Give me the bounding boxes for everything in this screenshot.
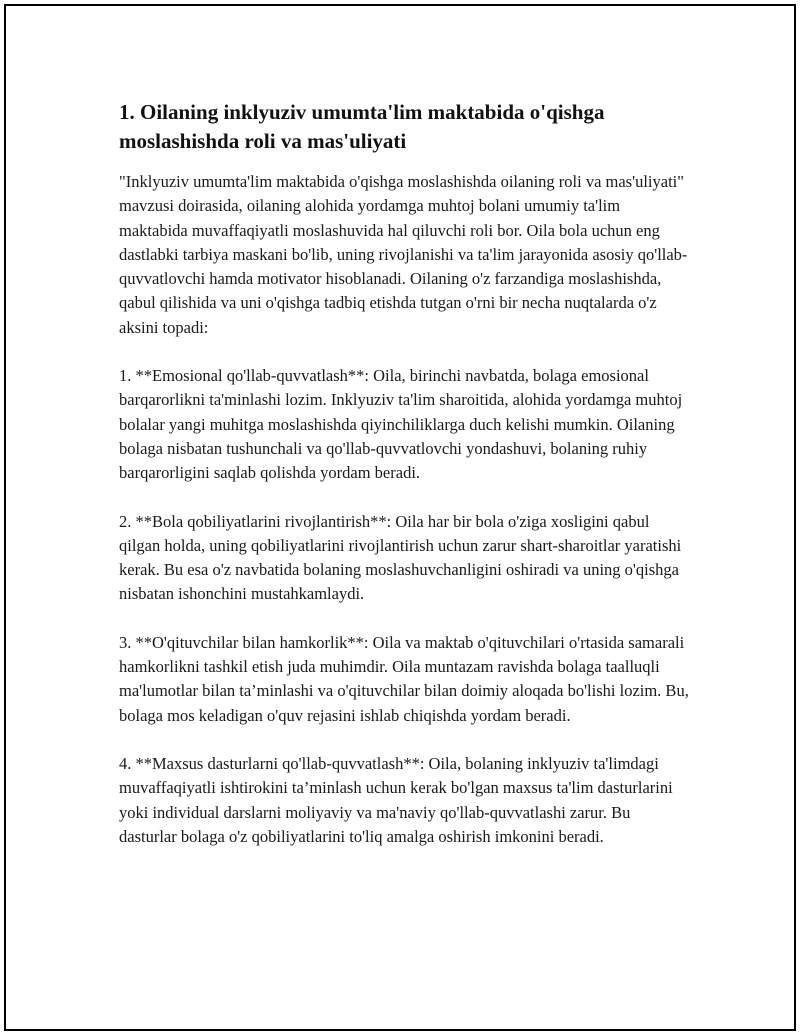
list-item-special-programs: 4. **Maxsus dasturlarni qo'llab-quvvatlash**: Oila, bolaning inklyuziv ta'limdagi muvaffaqiyatli ishtirokini ta’minlash uchun kerak bo'lgan maxsus ta'lim dasturlarini yoki individual darslarni moliyaviy va ma'naviy qo'llab-quvvatlashi zarur. Bu dasturlar bolaga o'z qobiliyatlarini to'liq amalga oshirish imkonini beradi.: [119, 753, 673, 846]
page-frame: [4, 4, 796, 1031]
list-item-teacher-cooperation: 3. **O'qituvchilar bilan hamkorlik**: Oila va maktab o'qituvchilari o'rtasida samarali hamkorlikni tashkil etish juda muhimdir. Oila muntazam ravishda bolaga taalluqli ma'lumotlar bilan ta’minlashi va o'qituvchilar bilan doimiy aloqada bo'lishi lozim. Bu, bolaga mos keladigan o'quv rejasini ishlab chiqishda yordam beradi.: [119, 632, 689, 725]
list-item-ability-development: 2. **Bola qobiliyatlarini rivojlantirish**: Oila har bir bola o'ziga xosligini qabul qilgan holda, uning qobiliyatlarini rivojlantirish uchun zarur shart-sharoitlar yaratishi kerak. Bu esa o'z navbatida bolaning moslashuvchanligini oshiradi va uning o'qishga nisbatan ishonchini mustahkamlaydi.: [119, 511, 682, 604]
list-item-emotional-support: 1. **Emosional qo'llab-quvvatlash**: Oila, birinchi navbatda, bolaga emosional barqarorlikni ta'minlashi lozim. Inklyuziv ta'lim sharoitida, alohida yordamga muhtoj bolalar yangi muhitga moslashishda qiyinchiliklarga duch kelishi mumkin. Oilaning bolaga nisbatan tushunchali va qo'llab-quvvatlovchi yondashuvi, bolaning ruhiy barqarorligini saqlab qolishda yordam beradi.: [119, 366, 683, 483]
document-title: 1. Oilaning inklyuziv umumta'lim maktabida o'qishga moslashishda roli va mas'uliyati: [119, 100, 605, 153]
intro-paragraph: "Inklyuziv umumta'lim maktabida o'qishga moslashishda oilaning roli va mas'uliyati" mavzusi doirasida, oilaning alohida yordamga muhtoj bolani umumiy ta'lim maktabida muvaffaqiyatli moslashuvida hal qiluvchi roli bor. Oila bola uchun eng dastlabki tarbiya maskani bo'lib, uning rivojlanishi va ta'lim jarayonida asosiy qo'llab-quvvatlovchi hamda motivator hisoblanadi. Oilaning o'z farzandiga moslashishda, qabul qilishida va uni o'qishga tadbiq etishda tutgan o'rni bir necha nuqtalarda o'z aksini topadi:: [119, 172, 688, 337]
document-body: [119, 98, 689, 873]
